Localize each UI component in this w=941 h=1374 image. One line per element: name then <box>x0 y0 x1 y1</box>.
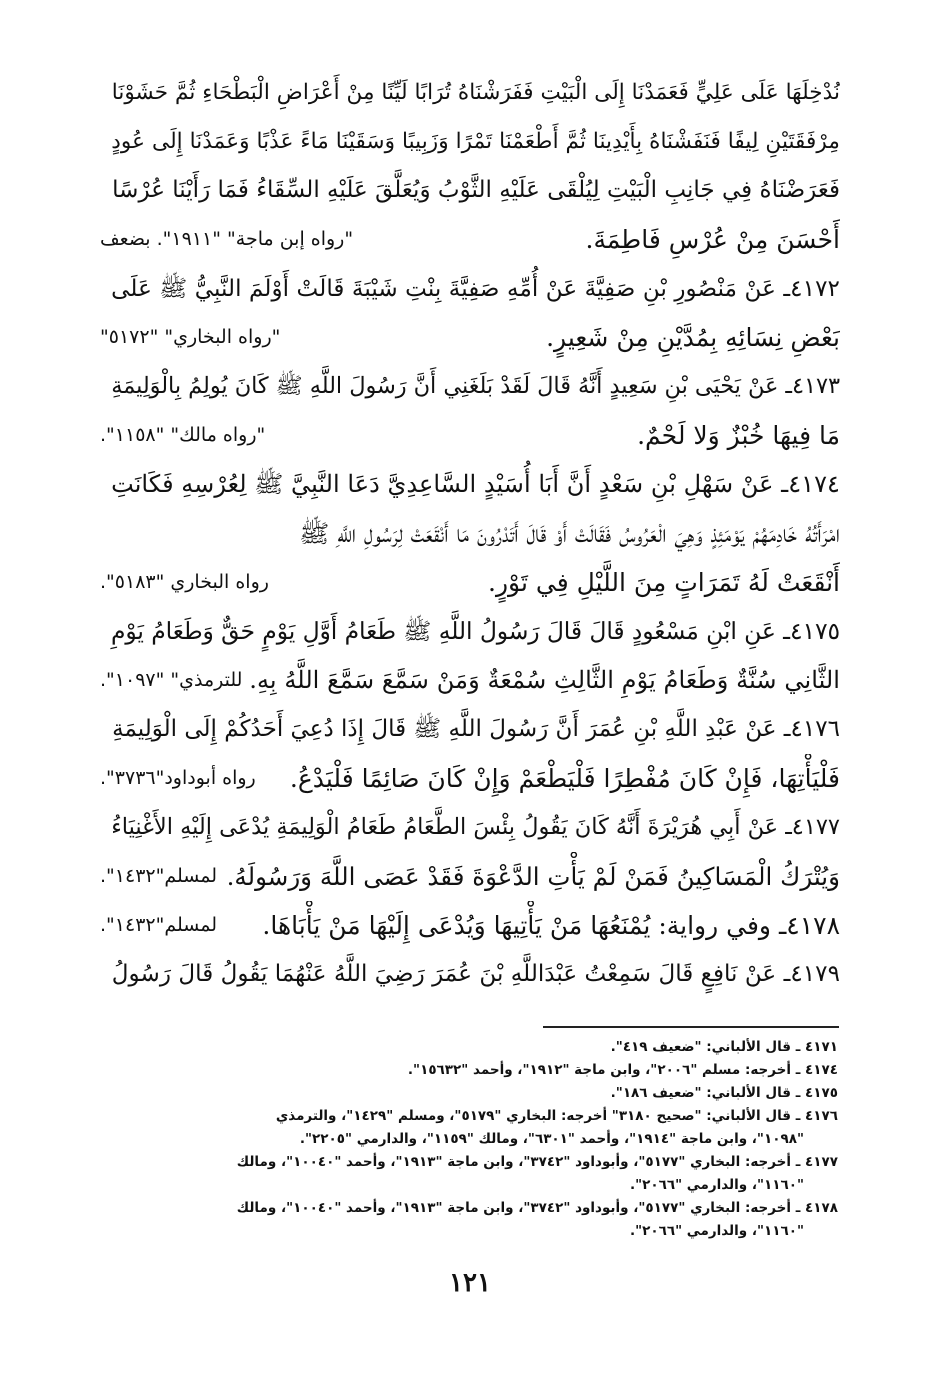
text-line: أَنْقَعَتْ لَهُ تَمَرَاتٍ مِنَ اللَّيْلِ فِي تَوْرٍ. رواه البخاري "٥١٨٣". <box>100 558 840 607</box>
text-line: مَا فِيهَا خُبْزٌ وَلا لَحْمٌ. "رواه مالك" "١١٥٨". <box>100 411 840 460</box>
footnote: ٤١٧٤ ـ أخرجه: مسلم "٢٠٠٦"، وابن ماجة "١٩١٢"، وأحمد "١٥٦٣٢". <box>407 1062 838 1078</box>
footnote-continuation: "١٠٩٨"، وابن ماجة "١٩١٤"، وأحمد "٦٣٠١"، ومالك "١١٥٩"، والدارمي "٢٢٠٥". <box>299 1131 804 1147</box>
footnote: ٤١٧٧ ـ أخرجه: البخاري "٥١٧٧"، وأبوداود "٣٧٤٢"، وابن ماجة "١٩١٣"، وأحمد "١٠٠٤٠"، ومالك <box>236 1154 838 1170</box>
hadith-text <box>100 68 840 999</box>
hadith-source: لمسلم"١٤٣٢". <box>100 865 218 887</box>
text-line: فَعَرَضْنَاهُ فِي جَانِبِ الْبَيْتِ لِيُلْقَى عَلَيْهِ الثَّوْبُ وَيُعَلَّقَ عَلَيْهِ السِّقَاءُ فَمَا رَأَيْنَا عُرْسًا <box>112 177 840 203</box>
footnote: ٤١٧١ ـ قال الألباني: "ضعيف ٤١٩". <box>610 1039 838 1055</box>
hadith-source: رواه البخاري "٥١٨٣". <box>100 571 269 593</box>
text-line: الثَّانِي سُنَّةٌ وَطَعَامُ يَوْمِ الثَّالِثِ سُمْعَةٌ وَمَنْ سَمَّعَ سَمَّعَ اللَّهُ بِهِ. للترمذي" "١٠٩٧". <box>100 656 840 705</box>
text-line: مِرْفَقَتَيْنِ لِيفًا فَنَفَشْنَاهُ بِأَيْدِينَا ثُمَّ أَطْعَمْنَا تَمْرًا وَزَبِيبًا وَسَقَيْنَا مَاءً عَذْبًا وَعَمَدْنَا إِلَى عُودٍ <box>111 129 840 154</box>
footnotes <box>110 1036 838 1243</box>
hadith-source: للترمذي" "١٠٩٧". <box>100 669 243 691</box>
text-line: امْرَأَتُهُ خَادِمَهُمْ يَوْمَئِذٍ وَهِيَ الْعَرُوسُ فَقَالَتْ أَوْ قَالَ أَتَدْرُونَ مَا أَنْقَعَتْ لِرَسُولِ اللَّهِ ﷺ <box>299 519 840 548</box>
text-line: ٤١٧٤ـ عَنْ سَهْلِ بْنِ سَعْدٍ أَنَّ أَبَا أُسَيْدٍ السَّاعِدِيَّ دَعَا النَّبِيَّ ﷺ لِعُرْسِهِ فَكَانَتِ <box>111 470 840 498</box>
text-line: ٤١٧٢ـ عَنْ مَنْصُورِ بْنِ صَفِيَّةَ عَنْ أُمِّهِ صَفِيَّةَ بِنْتِ شَيْبَةَ قَالَتْ أَوْلَمَ النَّبِيُّ ﷺ عَلَى <box>111 275 840 302</box>
text-line: نُدْخِلَهَا عَلَى عَلِيٍّ فَعَمَدْنَا إِلَى الْبَيْتِ فَفَرَشْنَاهُ تُرَابًا لَيِّنًا مِنْ أَعْرَاضِ الْبَطْحَاءِ ثُمَّ حَشَوْنَا <box>111 80 840 105</box>
text-line: ٤١٧٩ـ عَنْ نَافِعٍ قَالَ سَمِعْتُ عَبْدَاللَّهِ بْنَ عُمَرَ رَضِيَ اللَّهُ عَنْهُمَا يَقُولُ قَالَ رَسُولُ <box>111 961 840 987</box>
footnote: ٤١٧٨ ـ أخرجه: البخاري "٥١٧٧"، وأبوداود "٣٧٤٢"، وابن ماجة "١٩١٣"، وأحمد "١٠٠٤٠"، ومالك <box>236 1200 838 1216</box>
text-line: ٤١٧٦ـ عَنْ عَبْدِ اللَّهِ بْنِ عُمَرَ أَنَّ رَسُولَ اللَّهِ ﷺ قَالَ إِذَا دُعِيَ أَحَدُكُمْ إِلَى الْوَلِيمَةِ <box>112 716 840 742</box>
hadith-source: "رواه مالك" "١١٥٨". <box>100 424 266 446</box>
text-line: ٤١٧٧ـ عَنْ أَبِي هُرَيْرَةَ أَنَّهُ كَانَ يَقُولُ بِئْسَ الطَّعَامُ طَعَامُ الْوَلِيمَةِ يُدْعَى إِلَيْهِ الأَغْنِيَاءُ <box>111 814 840 840</box>
footnote-divider <box>543 1026 839 1028</box>
page-number: ١٢١ <box>449 1268 491 1298</box>
hadith-source: "رواه إبن ماجة" "١٩١١". بضعف <box>100 228 354 250</box>
text-line: ٤١٧٣ـ عَنْ يَحْيَى بْنِ سَعِيدٍ أَنَّهُ قَالَ لَقَدْ بَلَغَنِي أَنَّ رَسُولَ اللَّهِ ﷺ كَانَ يُولِمُ بِالْوَلِيمَةِ <box>111 373 840 399</box>
text-line: أَحْسَنَ مِنْ عُرْسِ فَاطِمَةَ. "رواه إبن ماجة" "١٩١١". بضعف <box>100 215 840 264</box>
hadith-source: "رواه البخاري" "٥١٧٢" <box>100 326 281 348</box>
footnote-continuation: "١١٦٠"، والدارمي "٢٠٦٦". <box>629 1177 804 1193</box>
text-line: ٤١٧٨ـ وفي رواية: يُمْنَعُهَا مَنْ يَأْتِيهَا وَيُدْعَى إِلَيْهَا مَنْ يَأْبَاهَا. لمسلم"١٤٣٢". <box>100 901 840 950</box>
text-line: ٤١٧٥ـ عَنِ ابْنِ مَسْعُودٍ قَالَ قَالَ رَسُولُ اللَّهِ ﷺ طَعَامُ أَوَّلِ يَوْمٍ حَقٌّ وَطَعَامُ يَوْمِ <box>110 618 840 645</box>
hadith-source: رواه أبوداود"٣٧٣٦". <box>100 767 256 789</box>
text-line: وَيُتْرَكُ الْمَسَاكِينُ فَمَنْ لَمْ يَأْتِ الدَّعْوَةَ فَقَدْ عَصَى اللَّهَ وَرَسُولَهُ. لمسلم"١٤٣٢". <box>100 852 840 901</box>
text-line: فَلْيَأْتِهَا، فَإِنْ كَانَ مُفْطِرًا فَلْيَطْعَمْ وَإِنْ كَانَ صَائِمًا فَلْيَدْعُ. رواه أبوداود"٣٧٣٦". <box>100 754 840 803</box>
footnote-continuation: "١١٦٠"، والدارمي "٢٠٦٦". <box>629 1223 804 1239</box>
hadith-source: لمسلم"١٤٣٢". <box>100 914 218 936</box>
text-line: بَعْضِ نِسَائِهِ بِمُدَّيْنِ مِنْ شَعِيرٍ. "رواه البخاري" "٥١٧٢" <box>100 313 840 362</box>
footnote: ٤١٧٦ ـ قال الألباني: "صحيح ٣١٨٠" أخرجه: البخاري "٥١٧٩"، ومسلم "١٤٢٩"، والترمذي <box>275 1108 838 1124</box>
footnote: ٤١٧٥ ـ قال الألباني: "ضعيف ١٨٦". <box>610 1085 838 1101</box>
